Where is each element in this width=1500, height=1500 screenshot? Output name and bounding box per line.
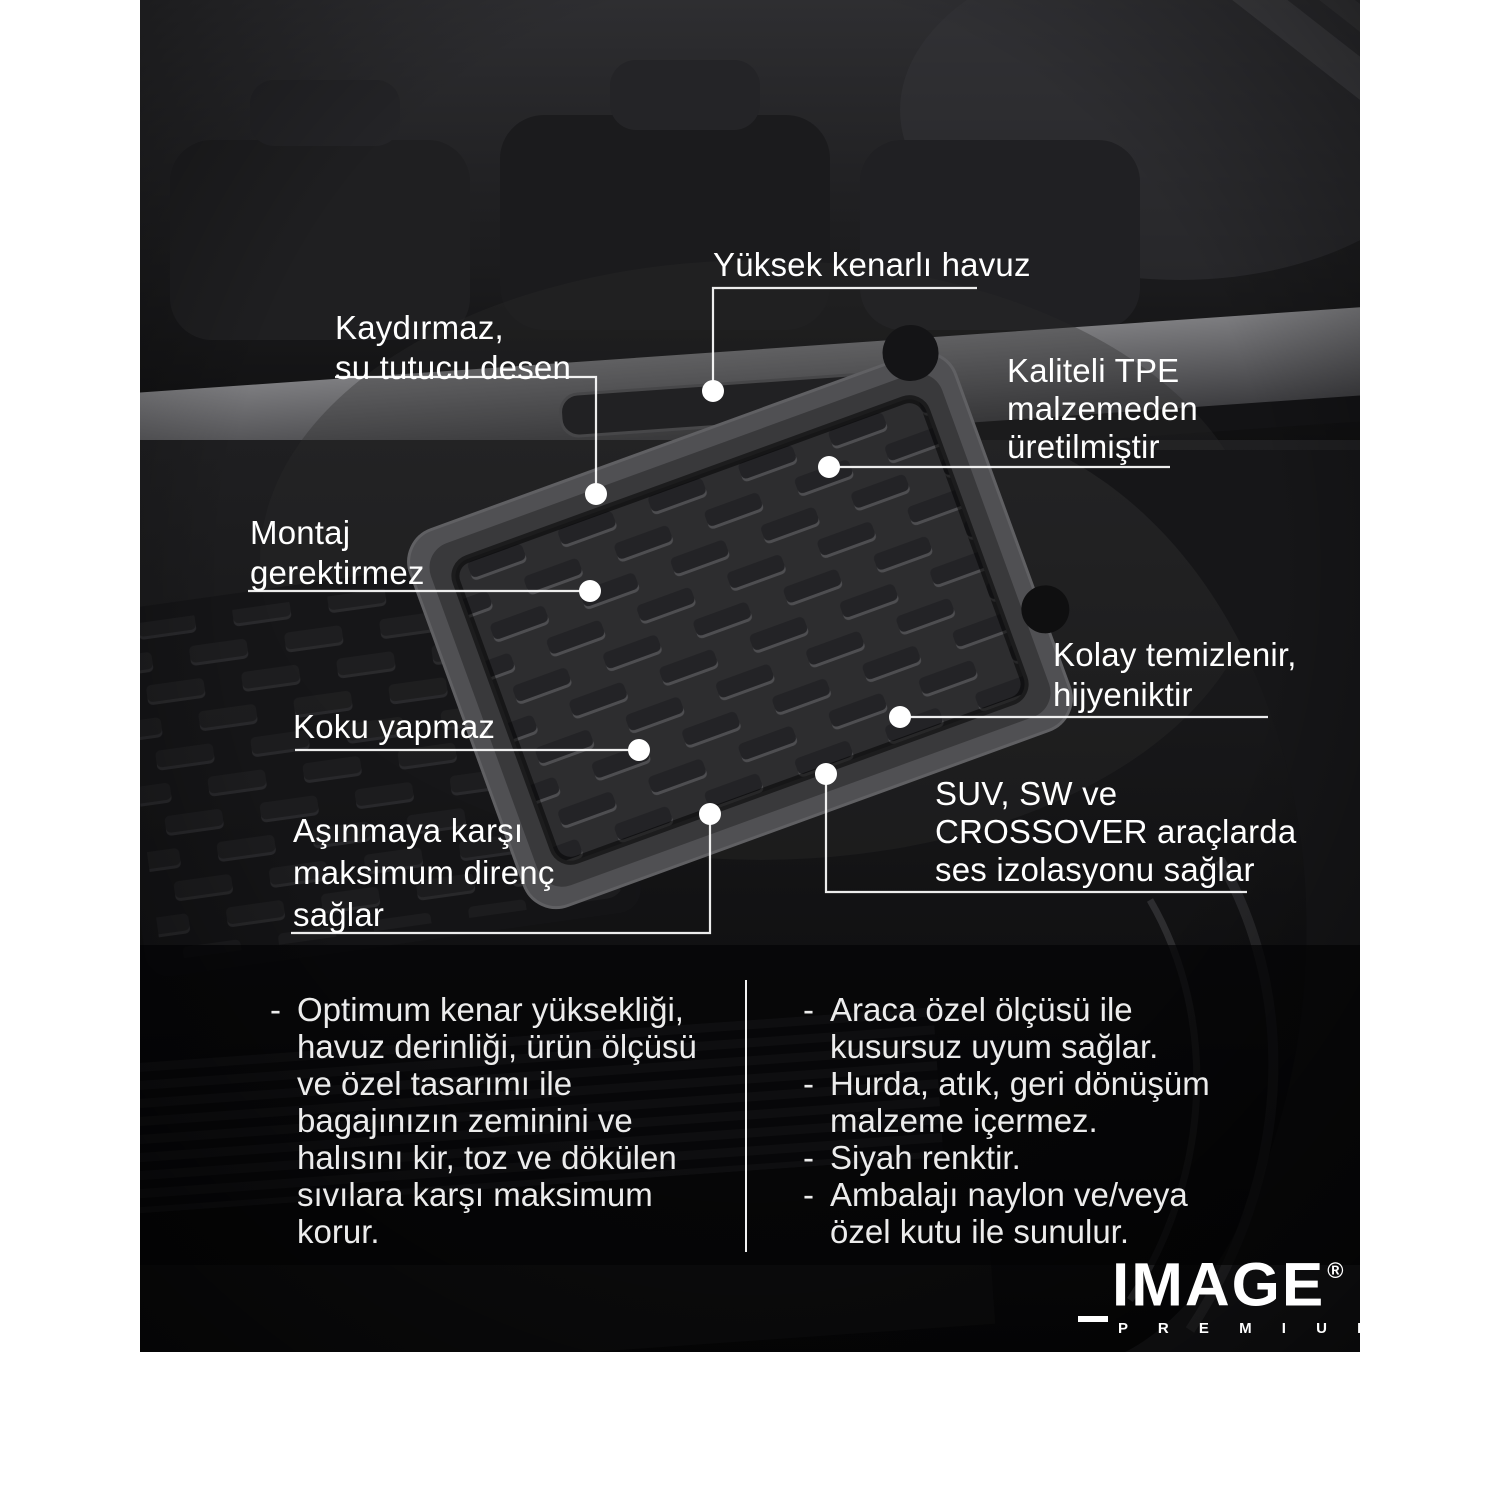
callout-suv-sw-crossover — [935, 775, 1296, 889]
feature-item — [803, 1176, 1243, 1250]
callout-label: SUV, SW ve — [935, 775, 1118, 812]
callout-label: Montaj — [250, 514, 351, 551]
bullet-dash: - — [803, 1065, 814, 1102]
callout-label: CROSSOVER araçlarda — [935, 813, 1297, 850]
callout-kolay-temizlenir — [1053, 635, 1297, 715]
feature-text: Hurda, atık, geri dönüşüm malzeme içermez. — [830, 1065, 1210, 1139]
registered-trademark-symbol: ® — [1327, 1258, 1344, 1283]
callout-label: Aşınmaya karşı — [293, 812, 524, 849]
brand-logo — [1112, 1251, 1383, 1337]
feature-item — [803, 1065, 1243, 1139]
callout-label: Kaliteli TPE — [1007, 352, 1180, 389]
feature-item — [803, 991, 1243, 1065]
bullet-dash: - — [803, 991, 814, 1028]
feature-text: Siyah renktir. — [830, 1139, 1021, 1176]
callout-kaydirmaz — [335, 308, 571, 388]
callout-kaliteli-tpe — [1007, 352, 1198, 466]
callout-label: Koku yapmaz — [293, 708, 496, 745]
bullet-dash: - — [803, 1139, 814, 1176]
feature-item — [270, 991, 735, 1250]
bullet-dash: - — [270, 991, 281, 1028]
brand-wordmark: IMAGE — [1112, 1251, 1326, 1320]
callout-label: gerektirmez — [250, 554, 425, 591]
feature-item — [803, 1139, 1243, 1176]
bullet-dash: - — [803, 1176, 814, 1213]
logo-dash — [1078, 1316, 1108, 1322]
callout-label: ses izolasyonu sağlar — [935, 851, 1255, 888]
feature-text: Optimum kenar yüksekliği, havuz derinliği, ürün ölçüsü ve özel tasarımı ile bagajınızın zeminini ve halısını kir, toz ve dökülen sıvılara karşı maksimum korur. — [297, 991, 697, 1250]
brand-subtitle: P R E M I U M — [1118, 1320, 1383, 1337]
feature-text: Ambalajı naylon ve/veya özel kutu ile sunulur. — [830, 1176, 1188, 1250]
callout-koku-yapmaz — [293, 707, 495, 747]
callout-label: maksimum direnç — [293, 854, 555, 891]
callout-yuksek-kenarli-havuz — [713, 245, 1031, 285]
callout-label: su tutucu desen — [335, 349, 571, 386]
callout-asinmaya-karsi — [293, 810, 555, 936]
callout-label: Kaydırmaz, — [335, 309, 504, 346]
callout-label: sağlar — [293, 896, 385, 933]
callout-label: malzemeden — [1007, 390, 1198, 427]
callout-label: Yüksek kenarlı havuz — [713, 246, 1031, 283]
callout-montaj — [250, 513, 425, 593]
feature-text: Araca özel ölçüsü ile kusursuz uyum sağlar. — [830, 991, 1159, 1065]
callout-label: Kolay temizlenir, — [1053, 636, 1297, 673]
callout-label: hijyeniktir — [1053, 676, 1193, 713]
callout-label: üretilmiştir — [1007, 428, 1160, 465]
feature-list-right — [803, 991, 1243, 1250]
feature-list-left — [270, 991, 735, 1250]
column-divider — [745, 980, 747, 1252]
